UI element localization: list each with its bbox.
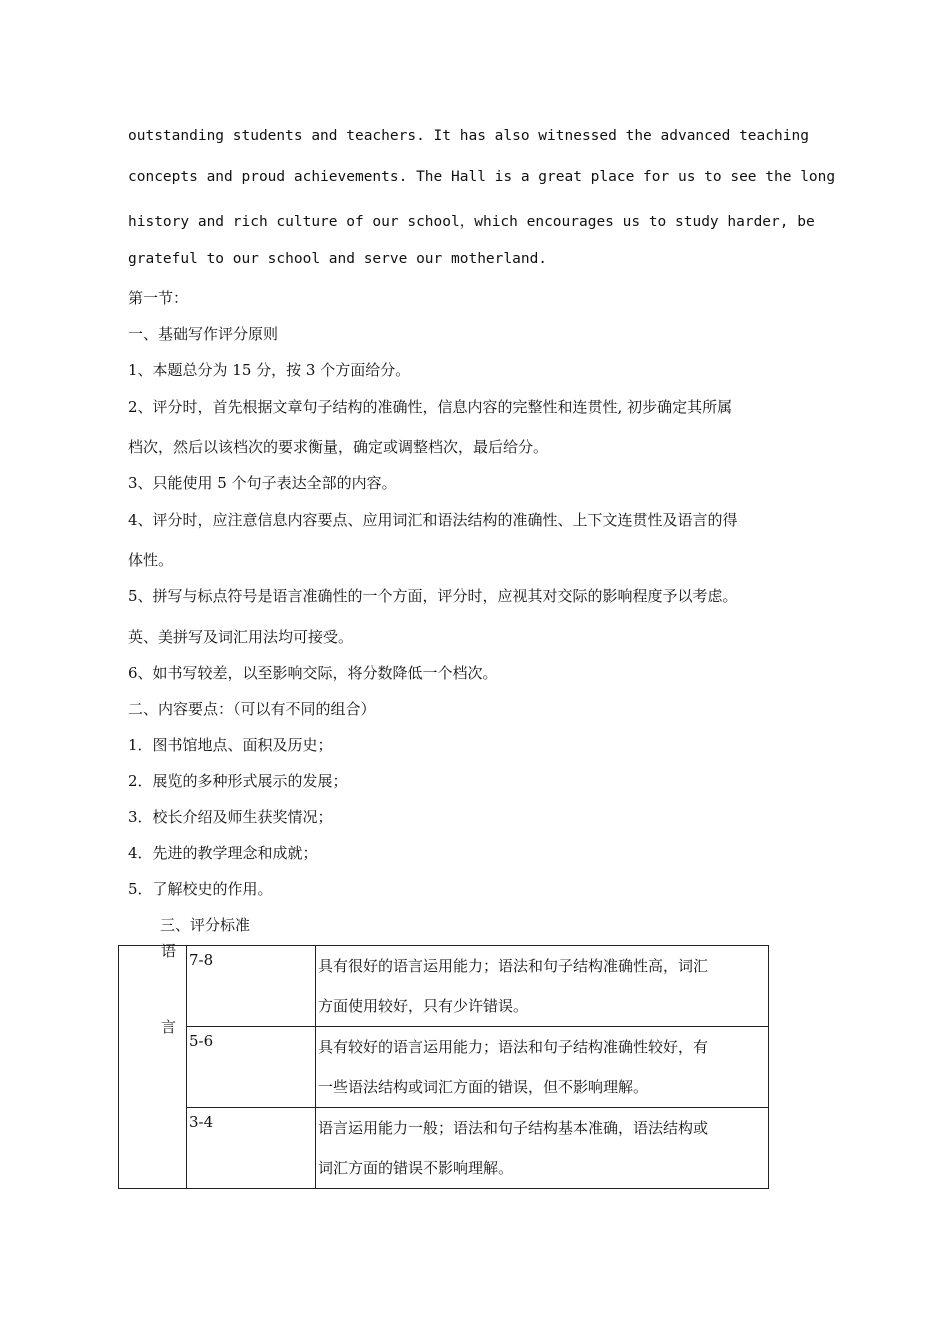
desc-line: 一些语法结构或词汇方面的错误，但不影响理解。 <box>318 1078 649 1096</box>
english-line: history and rich culture of our school，which encourages us to study harder, be <box>128 214 815 230</box>
part2-item: 3．校长介绍及师生获奖情况； <box>128 808 333 826</box>
part1-item: 英、美拼写及词汇用法均可接受。 <box>128 628 354 646</box>
desc-line: 方面使用较好，只有少许错误。 <box>318 997 529 1015</box>
score-cell: 7-8 <box>187 946 316 1027</box>
part1-item: 3、只能使用 5 个句子表达全部的内容。 <box>128 474 397 492</box>
english-line: outstanding students and teachers. It has also witnessed the advanced teaching <box>128 128 809 144</box>
part1-item: 2、评分时，首先根据文章句子结构的准确性，信息内容的完整性和连贯性, 初步确定其所属 <box>128 398 733 416</box>
category-char: 言 <box>161 1018 177 1036</box>
desc-line: 具有很好的语言运用能力；语法和句子结构准确性高，词汇 <box>318 957 709 975</box>
part1-item: 6、如书写较差，以至影响交际，将分数降低一个档次。 <box>128 664 498 682</box>
part1-heading: 一、基础写作评分原则 <box>128 325 279 343</box>
table-row <box>119 1027 769 1108</box>
category-char: 语 <box>161 942 177 960</box>
part1-item: 档次，然后以该档次的要求衡量，确定或调整档次，最后给分。 <box>128 438 549 456</box>
part2-item: 5．了解校史的作用。 <box>128 880 273 898</box>
part1-item: 5、拼写与标点符号是语言准确性的一个方面，评分时，应视其对交际的影响程度予以考虑。 <box>128 587 738 605</box>
part2-item: 2．展览的多种形式展示的发展； <box>128 772 348 790</box>
part1-item: 1、本题总分为 15 分，按 3 个方面给分。 <box>128 361 411 379</box>
desc-cell <box>316 1108 769 1189</box>
english-line: grateful to our school and serve our motherland. <box>128 251 548 267</box>
desc-line: 语言运用能力一般；语法和句子结构基本准确，语法结构或 <box>318 1119 709 1137</box>
part3-heading: 三、评分标准 <box>160 916 251 934</box>
score-cell: 3-4 <box>187 1108 316 1189</box>
table-row <box>119 946 769 1027</box>
part2-item: 4．先进的教学理念和成就； <box>128 844 318 862</box>
category-cell <box>119 942 187 1189</box>
section-title: 第一节： <box>128 289 189 307</box>
part2-item: 1．图书馆地点、面积及历史； <box>128 736 333 754</box>
score-cell: 5-6 <box>187 1027 316 1108</box>
desc-cell <box>316 946 769 1027</box>
desc-cell <box>316 1027 769 1108</box>
desc-line: 词汇方面的错误不影响理解。 <box>318 1159 514 1177</box>
part1-item: 4、评分时，应注意信息内容要点、应用词汇和语法结构的准确性、上下文连贯性及语言的得 <box>128 511 738 529</box>
scoring-table <box>118 942 769 1189</box>
desc-line: 具有较好的语言运用能力；语法和句子结构准确性较好，有 <box>318 1038 709 1056</box>
part2-heading: 二、内容要点：（可以有不同的组合） <box>128 700 376 718</box>
english-line: concepts and proud achievements. The Hall is a great place for us to see the long <box>128 169 836 185</box>
table-row <box>119 1108 769 1189</box>
part1-item: 体性。 <box>128 551 174 569</box>
